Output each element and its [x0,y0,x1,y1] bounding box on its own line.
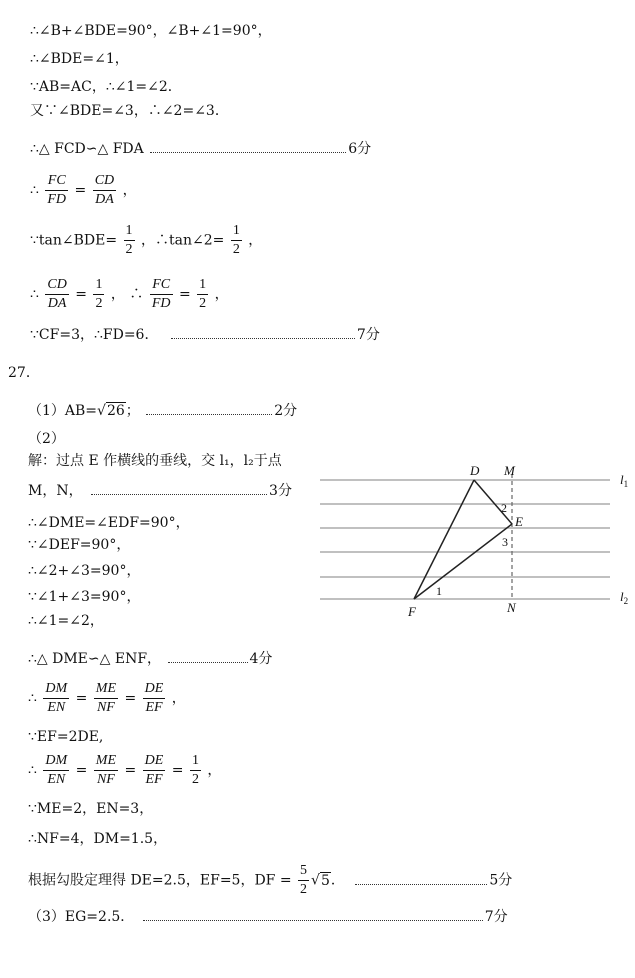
segment-ef [414,524,512,599]
therefore-symbol: ∴ [30,182,39,199]
step-7: ∴ $\frac{DM}{EN}$ = $\frac{ME}{NF}$ = $\frac{DE}{EF}$ ， [28,681,186,715]
denominator: 2 [191,772,199,787]
label-l1: $l_1$ [620,472,629,489]
step-2: ∵∠DEF=90°， [28,537,131,553]
label-n: N [507,600,516,615]
dot-leader [146,402,272,415]
score-6: 6分 [348,141,372,157]
numerator: ME [94,752,118,771]
dot-leader [355,872,487,885]
step-12: 根据勾股定理得 DE=2.5，EF=5，DF = $\frac{5}{2}$ √5． 5分 [28,863,513,897]
line-3: ∵AB=AC，∴∠1=∠2． [30,79,182,95]
score-3: 3分 [269,483,292,499]
denominator: EF [145,772,163,787]
line-5 [30,140,371,158]
numerator: DM [43,752,69,771]
line-7: ∵tan∠BDE= $\frac{1}{2}$ ，∴tan∠2= $\frac{1}{2}$ ， [30,223,263,257]
fraction-me-nf [94,752,118,789]
angle-3-label: 3 [502,535,508,549]
fraction-dm-en [43,680,69,717]
dot-leader [150,140,346,153]
step-9: ∴ $\frac{DM}{EN}$ = $\frac{ME}{NF}$ = $\frac{DE}{EF}$ = $\frac{1}{2}$ ， [28,753,222,787]
step-5: ∴∠1=∠2， [28,613,104,629]
denominator: EF [145,700,163,715]
therefore-symbol: ∴ [28,690,37,707]
numerator: 1 [197,276,208,295]
angle-2-label: 2 [501,501,507,515]
part-3 [28,908,508,926]
therefore-symbol: ∴ [129,286,144,303]
fraction-5-2 [298,862,309,899]
numerator: 1 [231,222,242,241]
numerator: FC [150,276,173,295]
part-1-label: （1）AB= [28,403,98,419]
label-l2: $l_2$ [620,589,629,606]
denominator: FD [151,296,171,311]
question-number: 27． [8,365,40,381]
tan-2-text: ，∴tan∠2= [141,232,225,249]
numerator: FC [45,172,68,191]
denominator: FD [47,192,67,207]
fraction-fc-fd [45,172,68,209]
numerator: 5 [298,862,309,881]
fraction-cd-da [45,276,68,313]
geometry-figure [318,460,634,620]
part-2-label: （2） [28,431,65,447]
numerator: 1 [93,276,104,295]
fraction-half [190,752,201,789]
denominator: 2 [199,296,207,311]
part-3-text: （3）EG=2.5． [28,909,135,925]
score-4: 4分 [249,651,273,667]
numerator: CD [45,276,68,295]
denominator: NF [96,700,115,715]
line-5-text: ∴△ FCD∽△ FDA [30,141,144,157]
denominator: 2 [300,882,308,897]
sqrt-26: √26 [97,403,125,419]
cf-fd-text: ∵CF=3，∴FD=6． [30,327,159,343]
denominator: 2 [125,242,133,257]
score-7: 7分 [484,909,508,925]
fraction-cd-da [93,172,116,209]
label-m: M [504,463,515,478]
numerator: DM [43,680,69,699]
denominator: EN [47,700,66,715]
denominator: EN [47,772,66,787]
mn-text: M，N， [28,483,83,499]
solution-intro: 解：过点 E 作横线的垂线，交 l₁，l₂于点 [28,453,282,469]
sqrt-5: √5 [311,872,330,889]
step-10: ∵ME=2，EN=3， [28,801,154,817]
radicand: 26 [106,403,125,419]
line-2: ∴∠BDE=∠1， [30,51,129,67]
step-4: ∵∠1+∠3=90°， [28,589,141,605]
score-2: 2分 [274,403,298,419]
step-8: ∵EF=2DE, [28,729,104,745]
fraction-de-ef [143,680,166,717]
fraction-half [197,276,208,313]
line-8: ∴ $\frac{CD}{DA}$ = $\frac{1}{2}$ ， ∴ $\frac{FC}{FD}$ = $\frac{1}{2}$ ， [30,277,229,311]
label-d: D [470,463,480,478]
tan-bde-text: ∵tan∠BDE= [30,232,118,249]
step-11: ∴NF=4，DM=1.5， [28,831,168,847]
denominator: DA [47,296,67,311]
denominator: 2 [232,242,240,257]
solution-mn [28,482,292,500]
fraction-fc-fd [150,276,173,313]
line-1: ∴∠B+∠BDE=90°，∠B+∠1=90°， [30,23,272,39]
denominator: NF [96,772,115,787]
denominator: 2 [95,296,103,311]
fraction-half [124,222,135,259]
numerator: DE [143,752,166,771]
step-1: ∴∠DME=∠EDF=90°， [28,515,190,531]
score-5: 5分 [489,872,513,889]
dot-leader [143,908,483,921]
fraction-me-nf [94,680,118,717]
step-6 [28,650,272,668]
fraction-half [231,222,242,259]
pythagoras-text: 根据勾股定理得 DE=2.5，EF=5，DF = [28,872,292,889]
numerator: 1 [124,222,135,241]
score-7: 7分 [356,327,380,343]
label-e: E [515,514,523,529]
segment-df [414,480,474,599]
part-1: （1）AB=√26； 2分 [28,403,298,419]
dot-leader [168,650,248,663]
line-4: 又∵∠BDE=∠3，∴∠2=∠3． [30,103,229,119]
therefore-symbol: ∴ [28,762,37,779]
fraction-de-ef [143,752,166,789]
step-3: ∴∠2+∠3=90°， [28,563,141,579]
line-6: ∴ $\frac{FC}{FD}$ = $\frac{CD}{DA}$ ， [30,173,137,207]
angle-1-label: 1 [436,584,442,598]
numerator: 1 [190,752,201,771]
dot-leader [171,326,355,339]
fraction-half [93,276,104,313]
line-9 [30,326,380,344]
numerator: DE [143,680,166,699]
numerator: CD [93,172,116,191]
radicand: 5 [320,872,330,889]
label-f: F [408,604,416,619]
dot-leader [91,482,267,495]
therefore-symbol: ∴ [30,286,39,303]
similar-triangles-text: ∴△ DME∽△ ENF， [28,651,162,667]
numerator: ME [94,680,118,699]
fraction-dm-en [43,752,69,789]
denominator: DA [95,192,114,207]
